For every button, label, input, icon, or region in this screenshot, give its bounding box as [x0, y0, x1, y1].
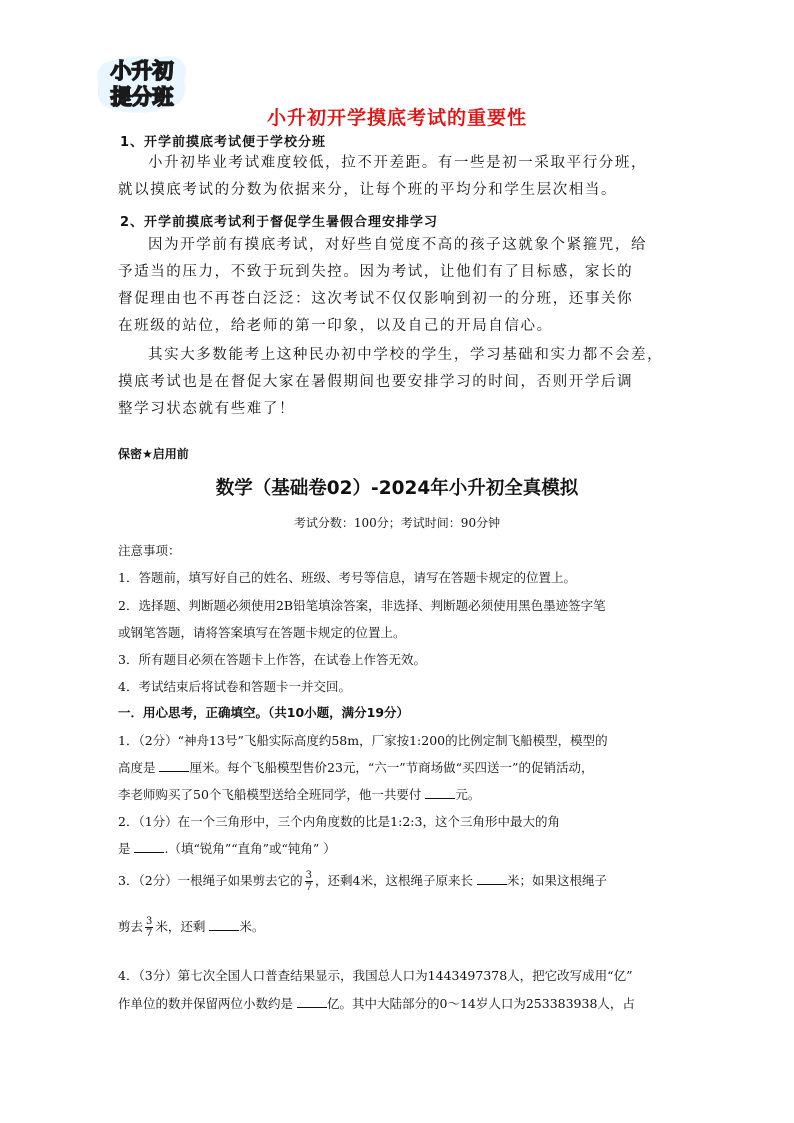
notice-2-cont: 或钢笔答题，请将答案填写在答题卡规定的位置上。 — [118, 625, 406, 640]
section2-line4: 在班级的站位，给老师的第一印象，以及自己的开局自信心。 — [118, 318, 553, 334]
q3-frac1-num: 3 — [305, 870, 313, 881]
q1-text-d: 元。 — [455, 787, 481, 802]
section3-line3: 整学习状态就有些难了！ — [118, 401, 296, 417]
q1-line2 — [118, 758, 688, 776]
section2-heading: 2、开学前摸底考试利于督促学生暑假合理安排学习 — [120, 215, 439, 230]
q3-blank-2[interactable] — [209, 918, 239, 931]
q1-text-b: 厘米。每个飞船模型售价23元，“六一”节商场做“买四送一”的促销活动， — [189, 760, 594, 775]
logo-line1: 小升初 — [110, 59, 174, 83]
section3-line1: 其实大多数能考上这种民办初中学校的学生，学习基础和实力都不会差， — [148, 347, 664, 363]
q1-blank-1[interactable] — [159, 759, 189, 772]
exam-title: 数学（基础卷02）-2024年小升初全真模拟 — [215, 478, 579, 499]
q2-blank[interactable] — [134, 840, 164, 853]
notice-4: 4．考试结束后将试卷和答题卡一并交回。 — [118, 679, 351, 694]
q2-line2 — [118, 839, 688, 857]
q3-text-a: 3．（2分）一根绳子如果剪去它的 — [118, 873, 303, 888]
q3-text-e: 米，还剩 — [155, 919, 210, 934]
q3-fraction-2 — [145, 916, 153, 939]
section2-line3: 督促理由也不再苍白泛泛：这次考试不仅仅影响到初一的分班，还事关你 — [118, 291, 634, 307]
q4-line1: 4．（3分）第七次全国人口普查结果显示，我国总人口为1443497378人，把它改写成用“亿” — [118, 968, 633, 983]
q3-frac2-den: 7 — [146, 928, 153, 939]
notice-heading: 注意事项： — [118, 543, 181, 558]
q4-text-b: 亿。其中大陆部分的0～14岁人口为253383938人，占 — [326, 996, 635, 1011]
section1-body — [118, 150, 684, 204]
q3-frac1-den: 7 — [305, 882, 313, 893]
q2-text-b: .（填“锐角”“直角”或“钝角” ） — [164, 841, 336, 856]
exam-meta: 考试分数：100分；考试时间：90分钟 — [293, 516, 501, 530]
part1-heading: 一．用心思考，正确填空。（共10小题，满分19分） — [118, 705, 410, 720]
section2-line2: 予适当的压力，不致于玩到失控。因为考试，让他们有了目标感，家长的 — [118, 264, 634, 280]
q3-blank-1[interactable] — [477, 872, 507, 885]
section3-line2: 摸底考试也是在督促大家在暑假期间也要安排学习的时间，否则开学后调 — [118, 374, 634, 390]
q1-text-a: 高度是 — [118, 760, 160, 775]
notice-2: 2．选择题、判断题必须使用2B铅笔填涂答案，非选择、判断题必须使用黑色墨迹签字笔 — [118, 598, 606, 613]
q3-text-d: 剪去 — [118, 919, 144, 934]
intro-title: 小升初开学摸底考试的重要性 — [266, 107, 527, 129]
q4-line2 — [118, 994, 688, 1012]
q3-text-b: ，还剩4米，这根绳子原来长 — [315, 873, 477, 888]
section2-body — [118, 232, 684, 340]
section1-heading: 1、开学前摸底考试便于学校分班 — [120, 135, 327, 150]
section1-line1: 小升初毕业考试难度较低，拉不开差距。有一些是初一采取平行分班， — [148, 155, 648, 171]
notice-3: 3．所有题目必须在答题卡上作答，在试卷上作答无效。 — [118, 652, 426, 667]
q3-text-c: 米；如果这根绳子 — [506, 873, 607, 888]
q3-text-f: 米。 — [239, 919, 265, 934]
section2-line1: 因为开学前有摸底考试，对好些自觉度不高的孩子这就象个紧箍咒，给 — [148, 237, 648, 253]
logo-line2: 提分班 — [110, 85, 174, 109]
notice-1: 1．答题前，填写好自己的姓名、班级、考号等信息，请写在答题卡规定的位置上。 — [118, 570, 576, 585]
q1-line3 — [118, 785, 688, 803]
q3-fraction-1 — [305, 870, 313, 893]
q1-line1: 1．（2分）“神舟13号”飞船实际高度约58m，厂家按1:200的比例定制飞船模型，模型的 — [118, 733, 608, 748]
q2-text-a: 是 — [118, 841, 135, 856]
confidential-label: 保密★启用前 — [118, 447, 189, 461]
section3-body — [118, 342, 684, 423]
q4-blank[interactable] — [297, 995, 327, 1008]
section1-line2: 就以摸底考试的分数为依据来分，让每个班的平均分和学生层次相当。 — [118, 182, 618, 198]
q4-text-a: 作单位的数并保留两位小数约是 — [118, 996, 297, 1011]
q2-line1: 2．（1分）在一个三角形中，三个内角度数的比是1:2:3，这个三角形中最大的角 — [118, 814, 560, 829]
q3-line2 — [118, 916, 688, 939]
q3-line1 — [118, 870, 688, 893]
q3-frac2-num: 3 — [146, 916, 153, 927]
q1-text-c: 李老师购买了50个飞船模型送给全班同学，他一共要付 — [118, 787, 426, 802]
q1-blank-2[interactable] — [425, 786, 455, 799]
